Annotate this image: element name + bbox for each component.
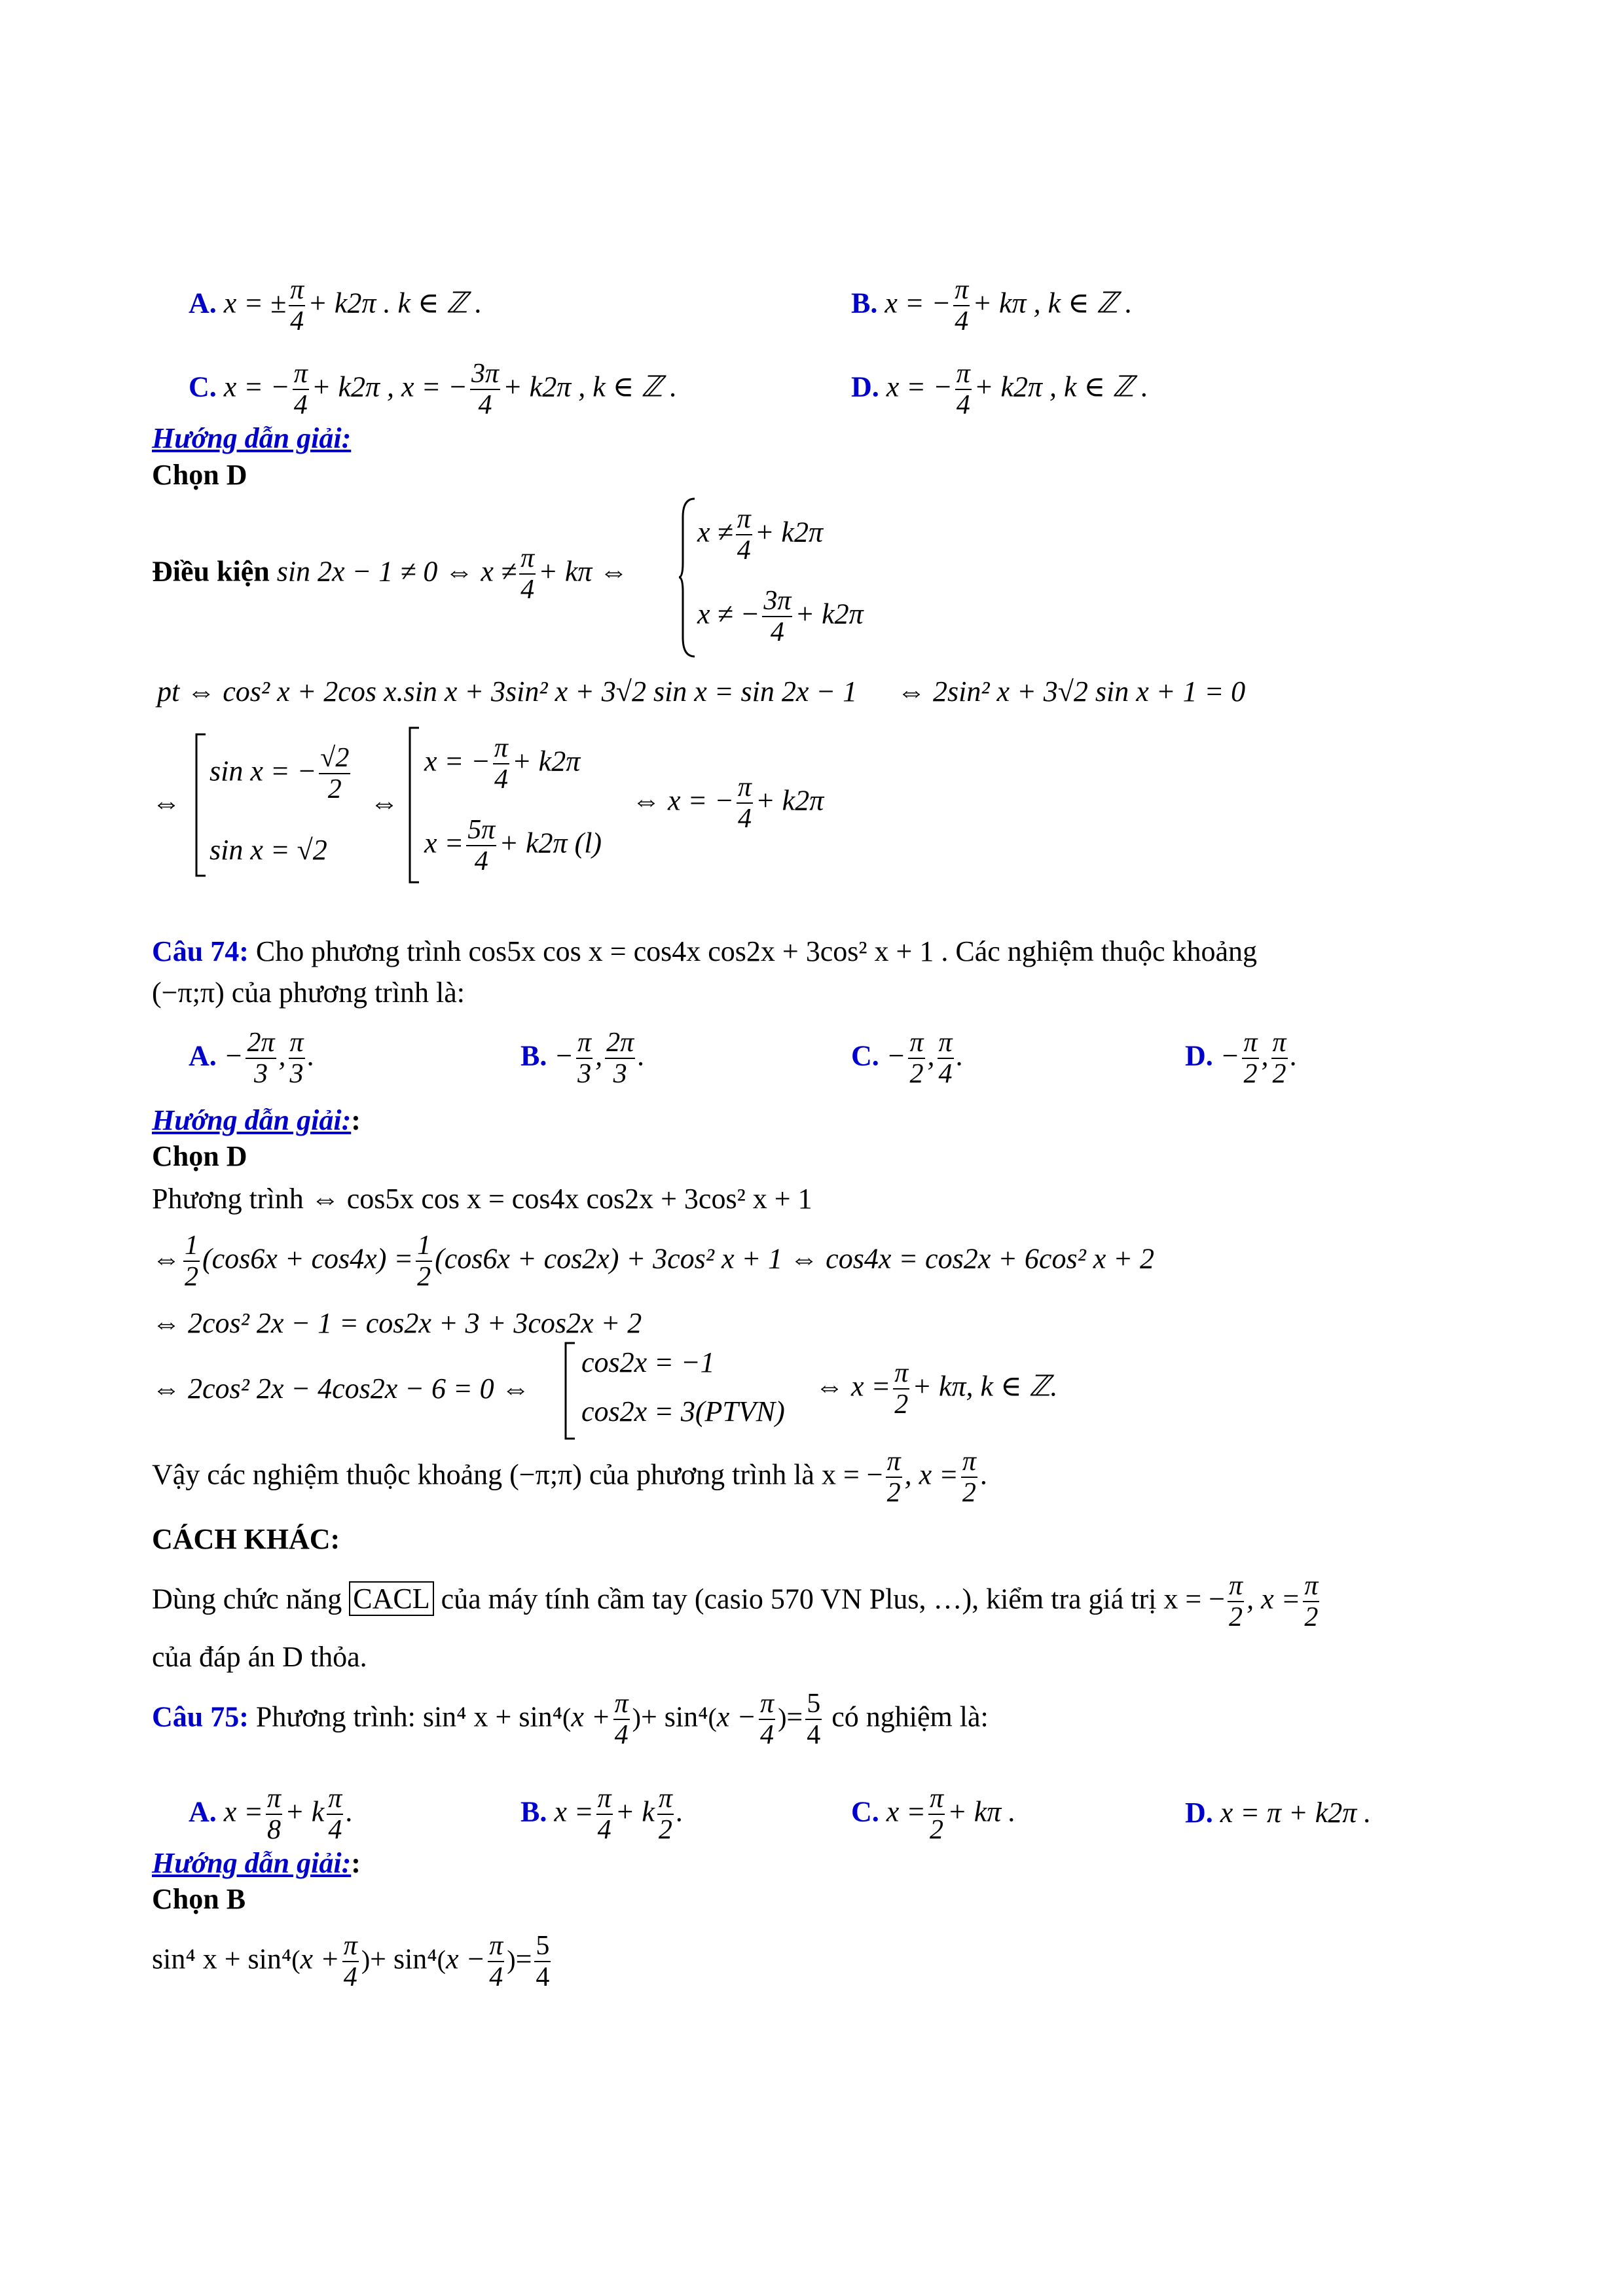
case-cos-1: cos2x = −1 <box>581 1346 715 1378</box>
option-label: D. <box>851 370 879 403</box>
q73-option-c[interactable]: C. x = − $\frac{\pi}{4}$ + k2π , x = − $\frac{3\pi}{4}$ + k2π , k ∈ ℤ . <box>189 359 678 421</box>
bracket <box>407 726 420 884</box>
chosen-answer: Chọn D <box>152 1140 247 1172</box>
bracket <box>194 733 207 877</box>
option-label: C. <box>189 370 217 403</box>
case-sin-2: sin x = √2 <box>210 834 327 866</box>
q73-option-d[interactable]: D. x = − $\frac{\pi}{4}$ + k2π , k ∈ ℤ . <box>851 359 1148 421</box>
equiv-symbol: ⇔ <box>370 787 399 819</box>
system-line-2: x ≠ − $\frac{3\pi}{4}$ + k2π <box>697 586 864 648</box>
guide-heading: Hướng dẫn giải:: <box>152 1847 361 1879</box>
case-x-2: x = $\frac{5\pi}{4}$ + k2π (l) <box>424 815 602 877</box>
q75-option-a[interactable]: A. x = $\frac{\pi}{8}$ + k $\frac{\pi}{4}$ . <box>189 1784 354 1846</box>
q74-statement: Câu 74: Cho phương trình cos5x cos x = cos4x cos2x + 3cos² x + 1 . Các nghiệm thuộc khoảng <box>152 935 1258 967</box>
q74-option-a[interactable]: A. − $\frac{2\pi}{3}$ , $\frac{\pi}{3}$ . <box>189 1028 315 1090</box>
q74-statement-2: (−π;π) của phương trình là: <box>152 977 465 1009</box>
bracket <box>563 1342 576 1440</box>
q75-solution-line: sin⁴ x + sin⁴(x + $\frac{\pi}{4}$ )+ sin⁴(x − $\frac{\pi}{4}$ )= $\frac{5}{4}$ <box>152 1931 550 1993</box>
final-solution: ⇔ x = − $\frac{\pi}{4}$ + k2π <box>632 772 824 834</box>
option-label: A. <box>189 287 217 319</box>
pt-equation: pt ⇔ cos² x + 2cos x.sin x + 3sin² x + 3√2 sin x = sin 2x − 1 <box>157 675 858 708</box>
alt-method-line: Dùng chức năng CACL của máy tính cầm tay (casio 570 VN Plus, …), kiểm tra giá trị x = − $\frac{\pi}{2}$ , x = $\frac{\pi}{2}$ <box>152 1571 1319 1633</box>
q75-option-d[interactable]: D. x = π + k2π . <box>1185 1797 1372 1829</box>
case-x-1: x = − $\frac{\pi}{4}$ + k2π <box>424 733 581 795</box>
brace <box>678 497 697 658</box>
solution-line-3: ⇔ 2cos² 2x − 1 = cos2x + 3 + 3cos2x + 2 <box>152 1307 642 1339</box>
q75-statement: Câu 75: Phương trình: sin⁴ x + sin⁴(x + $\frac{\pi}{4}$ )+ sin⁴(x − $\frac{\pi}{4}$ )= $\frac{5}{4}$ có nghiệm là: <box>152 1689 989 1751</box>
option-label: B. <box>851 287 878 319</box>
q75-option-b[interactable]: B. x = $\frac{\pi}{4}$ + k $\frac{\pi}{2}$ . <box>520 1784 684 1846</box>
case-cos-2: cos2x = 3(PTVN) <box>581 1395 785 1427</box>
q73-option-b[interactable]: B. x = − $\frac{\pi}{4}$ + kπ , k ∈ ℤ . <box>851 275 1133 337</box>
case-sin-1: sin x = − $\frac{√2}{2}$ <box>210 743 350 805</box>
q75-option-c[interactable]: C. x = $\frac{\pi}{2}$ + kπ . <box>851 1784 1016 1846</box>
conclusion-line: Vậy các nghiệm thuộc khoảng (−π;π) của phương trình là x = − $\frac{\pi}{2}$ , x = $\frac{\pi}{2}$ . <box>152 1446 987 1509</box>
chosen-answer: Chọn D <box>152 459 247 491</box>
q74-option-d[interactable]: D. − $\frac{\pi}{2}$ , $\frac{\pi}{2}$ . <box>1185 1028 1298 1090</box>
q73-option-a[interactable]: A. x = ± $\frac{\pi}{4}$ + k2π . k ∈ ℤ . <box>189 275 483 337</box>
q74-solution: ⇔ x = $\frac{\pi}{2}$ + kπ, k ∈ ℤ. <box>815 1358 1058 1420</box>
equiv-symbol: ⇔ <box>152 787 181 819</box>
q74-option-b[interactable]: B. − $\frac{\pi}{3}$ , $\frac{2\pi}{3}$ . <box>520 1028 646 1090</box>
guide-heading: Hướng dẫn giải: <box>152 422 352 454</box>
pt-equation-result: ⇔ 2sin² x + 3√2 sin x + 1 = 0 <box>897 675 1246 708</box>
guide-heading: Hướng dẫn giải:: <box>152 1104 361 1136</box>
chosen-answer: Chọn B <box>152 1883 246 1915</box>
solution-line-2: ⇔ $\frac{1}{2}$ (cos6x + cos4x) = $\frac{1}{2}$ (cos6x + cos2x) + 3cos² x + 1 ⇔ cos4x = cos2x + 6cos² x + 2 <box>152 1230 1154 1293</box>
condition-line: Điều kiện sin 2x − 1 ≠ 0 ⇔ x ≠ $\frac{\pi}{4}$ + kπ ⇔ <box>152 543 629 605</box>
cacl-key: CACL <box>349 1581 433 1616</box>
solution-line-1: Phương trình ⇔ cos5x cos x = cos4x cos2x + 3cos² x + 1 <box>152 1183 812 1215</box>
q74-option-c[interactable]: C. − $\frac{\pi}{2}$ , $\frac{\pi}{4}$ . <box>851 1028 964 1090</box>
system-line-1: x ≠ $\frac{\pi}{4}$ + k2π <box>697 504 823 566</box>
alt-method-title: CÁCH KHÁC: <box>152 1523 340 1555</box>
alt-method-line-2: của đáp án D thỏa. <box>152 1641 367 1673</box>
solution-line-4: ⇔ 2cos² 2x − 4cos2x − 6 = 0 ⇔ <box>152 1372 530 1405</box>
